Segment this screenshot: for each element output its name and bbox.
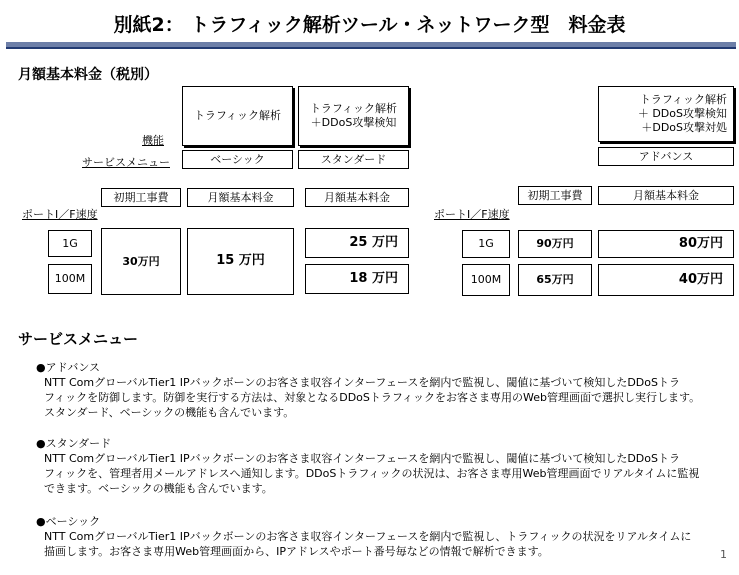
monthly-fee-heading: 月額基本料金（税別）: [18, 67, 158, 83]
header-monthly-basic: 月額基本料金: [187, 188, 294, 207]
standard-fee-1g: 25 万円: [305, 228, 409, 258]
function-standard: [298, 86, 409, 146]
title-underline: [6, 42, 736, 49]
service-description-line: フィックを防御します。防御を実行する方法は、対象となるDDoSトラフィックをお客さま専用のWeb管理画面で選択し実行します。: [44, 391, 701, 404]
standard-fee-100m: 18 万円: [305, 264, 409, 294]
service-basic: [36, 514, 736, 559]
service-name: ●スタンダード: [36, 437, 112, 450]
menu-standard: スタンダード: [298, 150, 409, 169]
header-monthly-standard: 月額基本料金: [305, 188, 409, 207]
service-standard: [36, 436, 736, 496]
service-description-line: NTT ComグローバルTier1 IPバックボーンのお客さま収容インターフェースを網内で監視し、トラフィックの状況をリアルタイムに: [44, 530, 692, 543]
header-initial-fee-right: 初期工事費: [518, 186, 592, 205]
speed-1g-right: 1G: [462, 230, 510, 258]
page-title: 別紙2： トラフィック解析ツール・ネットワーク型 料金表: [113, 14, 626, 36]
service-description-line: NTT ComグローバルTier1 IPバックボーンのお客さま収容インターフェースを網内で監視し、閾値に基づいて検知したDDoSトラ: [44, 376, 680, 389]
service-name: ●ベーシック: [36, 515, 101, 528]
function-standard-line1: トラフィック解析: [309, 102, 398, 116]
initial-fee-left: 30万円: [101, 228, 181, 295]
function-basic: トラフィック解析: [182, 86, 293, 146]
service-description-line: スタンダード、ベーシックの機能も含んでいます。: [44, 406, 295, 419]
port-speed-label-right: ポートI／F速度: [434, 208, 510, 221]
function-advance-line2: ＋ DDoS攻撃検知: [637, 107, 727, 121]
speed-1g-left: 1G: [48, 230, 92, 257]
function-advance-line3: ＋DDoS攻撃対処: [641, 120, 727, 134]
page-number: 1: [720, 548, 727, 561]
menu-advance: アドバンス: [598, 147, 734, 166]
service-description-line: できます。ベーシックの機能も含んでいます。: [44, 482, 273, 495]
service-name: ●アドバンス: [36, 361, 101, 374]
advance-fee-1g: 80万円: [598, 230, 734, 258]
function-label: 機能: [142, 134, 164, 147]
speed-100m-left: 100M: [48, 264, 92, 294]
header-initial-fee: 初期工事費: [101, 188, 181, 207]
service-section-heading: サービスメニュー: [18, 330, 139, 348]
speed-100m-right: 100M: [462, 264, 510, 296]
port-speed-label-left: ポートI／F速度: [22, 208, 98, 221]
menu-basic: ベーシック: [182, 150, 293, 169]
function-standard-line2: ＋DDoS攻撃検知: [310, 116, 397, 129]
function-advance: [598, 86, 734, 142]
initial-fee-100m-right: 65万円: [518, 264, 592, 296]
initial-fee-1g-right: 90万円: [518, 230, 592, 258]
service-advance: [36, 360, 736, 420]
service-description-line: フィックを、管理者用メールアドレスへ通知します。DDoSトラフィックの状況は、お客さま専用Web管理画面でリアルタイムに監視: [44, 467, 700, 480]
service-menu-label: サービスメニュー: [82, 156, 170, 169]
service-description-line: 描画します。お客さま専用Web管理画面から、IPアドレスやポート番号毎などの情報で解析できます。: [44, 545, 549, 558]
function-advance-line1: トラフィック解析: [639, 93, 727, 107]
advance-fee-100m: 40万円: [598, 264, 734, 296]
header-monthly-advance: 月額基本料金: [598, 186, 734, 205]
basic-fee: 15 万円: [187, 228, 294, 295]
service-description-line: NTT ComグローバルTier1 IPバックボーンのお客さま収容インターフェースを網内で監視し、閾値に基づいて検知したDDoSトラ: [44, 452, 680, 465]
